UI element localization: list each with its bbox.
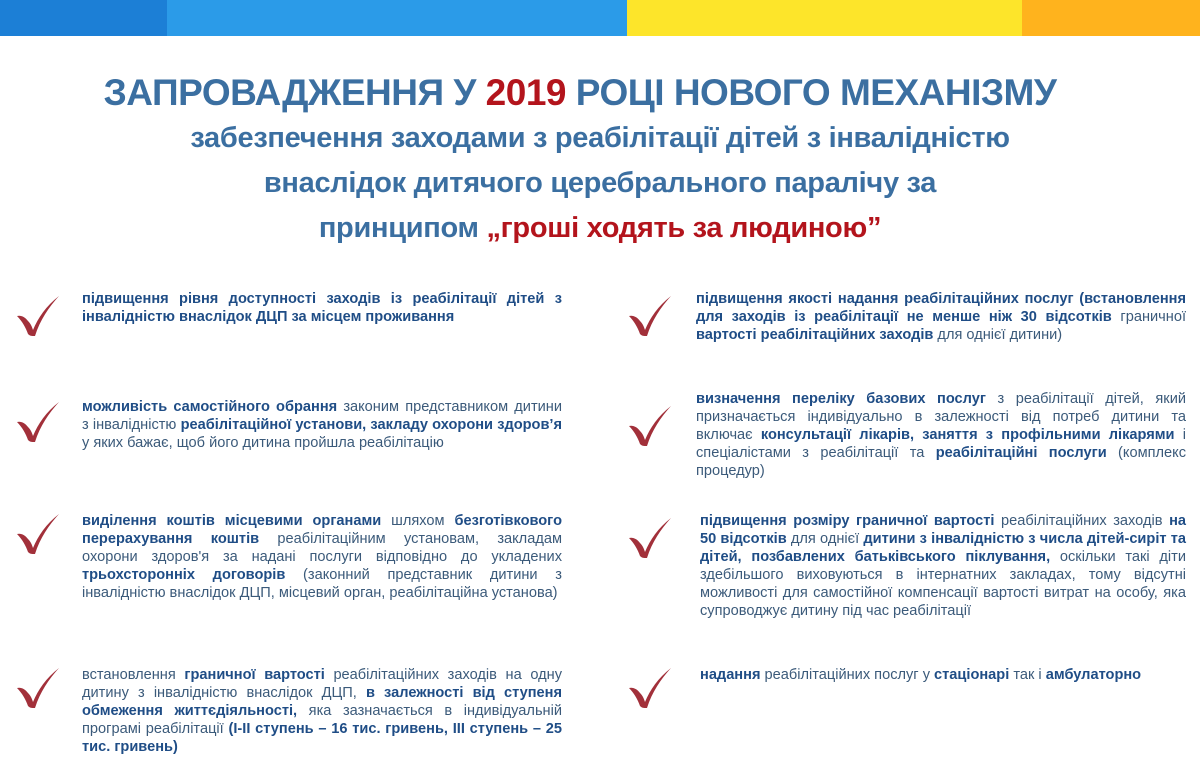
benefit-text-segment: безготівкового перерахування коштів [82, 513, 562, 547]
check-mark-icon [14, 396, 62, 444]
benefit-text-segment: дитини з інвалідністю з числа дітей-сиріт та дітей, позбавлених батьківського піклування, [700, 531, 1186, 565]
benefit-text-segment: амбулаторно [1045, 667, 1142, 683]
benefit-text-segment: законим представником дитини з інвалідністю [82, 399, 562, 433]
benefit-text-segment: оскільки такі діти здебільшого виховуються в інтернатних закладах, тому відсутні можливості для самостійної компенсації вартості витрат на особу, яка супроводжує дитину під час реабілітації [700, 549, 1186, 619]
benefit-item [696, 290, 1186, 344]
benefit-text-segment: і спеціалістами з реабілітації та [696, 427, 1186, 461]
benefit-text-segment: так і [1009, 667, 1046, 683]
benefit-text-segment: можливість самостійного обрання [82, 399, 338, 415]
benefit-text-segment: стаціонарі [934, 667, 1010, 683]
benefit-text-segment: консультації лікарів, заняття з профільними лікарями [760, 427, 1175, 443]
benefit-text-segment: встановлення [82, 667, 185, 683]
benefit-text-segment: на 50 відсотків [700, 513, 1187, 547]
benefit-text-segment: підвищення розміру граничної вартості [700, 513, 995, 529]
benefit-item [700, 512, 1186, 620]
benefit-text-segment: трьохсторонніх договорів [82, 567, 286, 583]
benefit-text-segment: (законний представник дитини з інвалідністю внаслідок ДЦП, місцевий орган, реабілітаційна установа) [82, 567, 562, 601]
title-line-3: внаслідок дитячого церебрального паралічу за [263, 167, 937, 199]
title-text-after-year: РОЦІ НОВОГО МЕХАНІЗМУ [565, 72, 1057, 113]
benefit-text-segment: реабілітаційні послуги [935, 445, 1107, 461]
benefit-text-segment: граничної вартості [184, 667, 325, 683]
benefit-item [700, 666, 1186, 684]
benefit-text-segment: (комплекс процедур) [696, 445, 1186, 479]
check-mark-icon [626, 290, 674, 338]
check-mark-icon [626, 512, 674, 560]
benefit-item [82, 512, 562, 602]
benefit-text-segment: (І-ІІ ступень – 16 тис. гривень, ІІІ ступень – 25 тис. гривень) [82, 721, 563, 755]
check-mark-icon [626, 662, 674, 710]
benefit-text-segment: в залежності від ступеня обмеження життєдіяльності, [82, 685, 562, 719]
benefit-text-segment: з реабілітації дітей, який призначається індивідуально в залежності від потреб дитини та включає [696, 391, 1186, 443]
title-text-principle: принципом [318, 212, 487, 244]
check-mark-icon [14, 290, 62, 338]
benefit-text-segment: реабілітаційним установам, закладам охорони здоров'я за надані послуги відповідно до укладених [82, 531, 562, 565]
benefit-text-segment: виділення коштів місцевими органами [82, 513, 382, 529]
benefit-item [696, 390, 1186, 480]
benefit-text-segment: визначення переліку базових послуг [696, 391, 986, 407]
title-slogan: „гроші ходять за людиною” [486, 212, 882, 244]
benefit-text-segment: яка зазначається в індивідуальній програмі реабілітації [82, 703, 562, 737]
benefit-text-segment: реабілітаційних заходів [994, 513, 1170, 529]
benefit-item [82, 398, 562, 452]
benefit-text-segment: шляхом [381, 513, 455, 529]
title-line-2: забезпечення заходами з реабілітації дітей з інвалідністю [190, 122, 1010, 154]
check-mark-icon [14, 662, 62, 710]
benefit-text-segment: підвищення рівня доступності заходів із реабілітації дітей з інвалідністю внаслідок ДЦП за місцем проживання [82, 291, 562, 325]
title-text-before-year: ЗАПРОВАДЖЕННЯ У [103, 72, 486, 113]
benefit-text-segment: реабілітаційних послуг у [760, 667, 935, 683]
title-year: 2019 [485, 72, 566, 113]
benefit-text-segment: для однієї дитини) [933, 327, 1063, 343]
benefit-text-segment: у яких бажає, щоб його дитина пройшла реабілітацію [82, 435, 444, 451]
benefit-text-segment: граничної [1111, 309, 1186, 325]
benefit-text-segment: вартості реабілітаційних заходів [696, 327, 934, 343]
benefit-text-segment: для однієї [786, 531, 864, 547]
benefit-text-segment: підвищення якості надання реабілітаційних послуг (встановлення для заходів із реабілітації не менше ніж 30 відсотків [696, 291, 1186, 325]
benefit-item [82, 290, 562, 326]
check-mark-icon [14, 508, 62, 556]
benefit-text-segment: реабілітаційних заходів на одну дитину з інвалідністю внаслідок ДЦП, [82, 667, 562, 701]
benefit-text-segment: надання [700, 667, 761, 683]
check-mark-icon [626, 400, 674, 448]
benefit-item [82, 666, 562, 756]
benefit-text-segment: реабілітаційної установи, закладу охорони здоров’я [180, 417, 562, 433]
